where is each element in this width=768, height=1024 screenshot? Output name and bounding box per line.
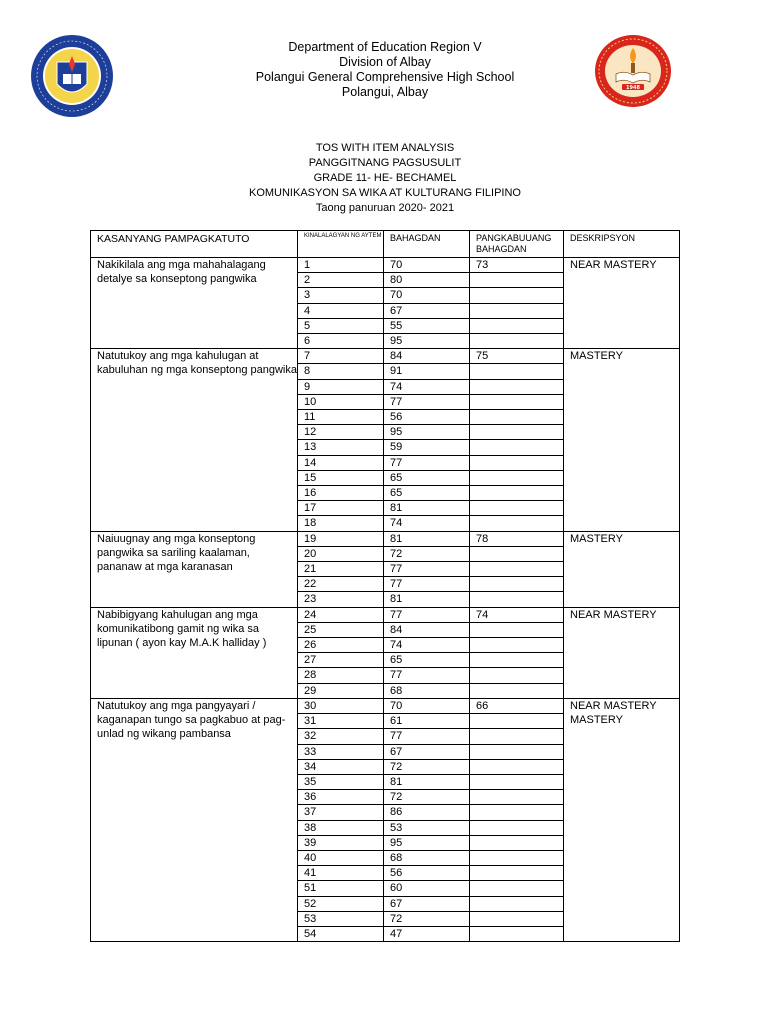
description-cell: MASTERY [564,349,680,531]
description-cell: MASTERY [564,531,680,607]
item-number-cell: 13 [298,440,384,455]
overall-percentage-cell [470,562,564,577]
percentage-cell: 74 [384,516,470,531]
header-competency: KASANYANG PAMPAGKATUTO [91,231,298,258]
table-body [91,258,680,942]
item-number-cell: 52 [298,896,384,911]
title-grade: GRADE 11- HE- BECHAMEL [313,172,457,184]
item-number-cell: 54 [298,926,384,941]
title-school-year: Taong panuruan 2020- 2021 [315,202,455,214]
tos-item-analysis-table [90,230,680,942]
table-row [91,531,680,546]
percentage-cell: 55 [384,318,470,333]
item-number-cell: 6 [298,334,384,349]
overall-percentage-cell [470,668,564,683]
percentage-cell: 53 [384,820,470,835]
header-department: Department of Education Region V [288,40,482,54]
item-number-cell: 25 [298,622,384,637]
percentage-cell: 84 [384,622,470,637]
item-number-cell: 40 [298,850,384,865]
item-number-cell: 4 [298,303,384,318]
item-number-cell: 53 [298,911,384,926]
overall-percentage-cell [470,394,564,409]
header-school: Polangui General Comprehensive High School [255,70,515,84]
header-percentage: BAHAGDAN [384,231,470,258]
school-seal-year: 1948 [626,85,640,91]
school-seal-logo [594,34,672,108]
percentage-cell: 95 [384,835,470,850]
table-header-row [91,231,680,258]
document-title [180,141,590,216]
overall-percentage-cell: 73 [470,258,564,273]
percentage-cell: 81 [384,774,470,789]
item-number-cell: 27 [298,653,384,668]
item-number-cell: 8 [298,364,384,379]
percentage-cell: 59 [384,440,470,455]
table-row [91,607,680,622]
overall-percentage-cell [470,577,564,592]
percentage-cell: 86 [384,805,470,820]
overall-percentage-cell: 66 [470,698,564,713]
percentage-cell: 70 [384,698,470,713]
percentage-cell: 61 [384,714,470,729]
header-overall-percentage: PANGKABUUANG BAHAGDAN [470,231,564,258]
item-number-cell: 14 [298,455,384,470]
percentage-cell: 67 [384,896,470,911]
percentage-cell: 56 [384,866,470,881]
item-number-cell: 18 [298,516,384,531]
percentage-cell: 65 [384,470,470,485]
item-number-cell: 10 [298,394,384,409]
item-number-cell: 16 [298,486,384,501]
item-number-cell: 5 [298,318,384,333]
table-row [91,349,680,364]
competency-cell: Naiuugnay ang mga konseptong pangwika sa sariling kaalaman, pananaw at mga karanasan [91,531,298,607]
table-row [91,698,680,713]
overall-percentage-cell [470,455,564,470]
percentage-cell: 70 [384,258,470,273]
overall-percentage-cell [470,379,564,394]
overall-percentage-cell [470,835,564,850]
percentage-cell: 77 [384,607,470,622]
overall-percentage-cell [470,288,564,303]
item-number-cell: 35 [298,774,384,789]
deped-seal-logo [30,34,114,118]
item-number-cell: 7 [298,349,384,364]
item-number-cell: 19 [298,531,384,546]
overall-percentage-cell [470,805,564,820]
percentage-cell: 84 [384,349,470,364]
percentage-cell: 77 [384,562,470,577]
item-number-cell: 2 [298,273,384,288]
percentage-cell: 72 [384,759,470,774]
overall-percentage-cell: 78 [470,531,564,546]
item-number-cell: 34 [298,759,384,774]
item-number-cell: 21 [298,562,384,577]
competency-cell: Natutukoy ang mga pangyayari / kaganapan tungo sa pagkabuo at pag- unlad ng wikang pambansa [91,698,298,941]
overall-percentage-cell [470,926,564,941]
item-number-cell: 32 [298,729,384,744]
percentage-cell: 72 [384,911,470,926]
percentage-cell: 81 [384,592,470,607]
percentage-cell: 67 [384,303,470,318]
overall-percentage-cell [470,440,564,455]
percentage-cell: 95 [384,425,470,440]
overall-percentage-cell [470,638,564,653]
item-number-cell: 29 [298,683,384,698]
percentage-cell: 77 [384,729,470,744]
overall-percentage-cell [470,759,564,774]
overall-percentage-cell [470,592,564,607]
item-number-cell: 15 [298,470,384,485]
percentage-cell: 47 [384,926,470,941]
overall-percentage-cell [470,683,564,698]
overall-percentage-cell [470,546,564,561]
item-number-cell: 28 [298,668,384,683]
percentage-cell: 74 [384,638,470,653]
item-number-cell: 3 [298,288,384,303]
overall-percentage-cell [470,714,564,729]
overall-percentage-cell [470,850,564,865]
percentage-cell: 56 [384,410,470,425]
item-number-cell: 11 [298,410,384,425]
overall-percentage-cell: 74 [470,607,564,622]
item-number-cell: 9 [298,379,384,394]
overall-percentage-cell [470,425,564,440]
percentage-cell: 95 [384,334,470,349]
item-number-cell: 36 [298,790,384,805]
item-number-cell: 23 [298,592,384,607]
item-number-cell: 22 [298,577,384,592]
competency-cell: Nakikilala ang mga mahahalagang detalye sa konseptong pangwika [91,258,298,349]
overall-percentage-cell [470,486,564,501]
percentage-cell: 81 [384,501,470,516]
overall-percentage-cell [470,729,564,744]
overall-percentage-cell [470,911,564,926]
competency-cell: Natutukoy ang mga kahulugan at kabuluhan ng mga konseptong pangwika [91,349,298,531]
overall-percentage-cell [470,334,564,349]
description-cell: NEAR MASTERY MASTERY [564,698,680,941]
table-row [91,258,680,273]
overall-percentage-cell [470,881,564,896]
item-number-cell: 41 [298,866,384,881]
percentage-cell: 68 [384,850,470,865]
item-number-cell: 39 [298,835,384,850]
item-number-cell: 38 [298,820,384,835]
percentage-cell: 74 [384,379,470,394]
description-cell: NEAR MASTERY [564,258,680,349]
title-exam: PANGGITNANG PAGSUSULIT [308,157,462,169]
overall-percentage-cell [470,820,564,835]
competency-cell: Nabibigyang kahulugan ang mga komunikatibong gamit ng wika sa lipunan ( ayon kay M.A.K halliday ) [91,607,298,698]
overall-percentage-cell [470,303,564,318]
percentage-cell: 60 [384,881,470,896]
item-number-cell: 20 [298,546,384,561]
item-number-cell: 12 [298,425,384,440]
overall-percentage-cell [470,318,564,333]
overall-percentage-cell [470,470,564,485]
percentage-cell: 91 [384,364,470,379]
description-cell: NEAR MASTERY [564,607,680,698]
header-location: Polangui, Albay [341,85,429,99]
percentage-cell: 70 [384,288,470,303]
title-tos: TOS WITH ITEM ANALYSIS [315,142,455,154]
item-number-cell: 26 [298,638,384,653]
overall-percentage-cell [470,501,564,516]
header-division: Division of Albay [339,55,431,69]
percentage-cell: 72 [384,790,470,805]
percentage-cell: 65 [384,653,470,668]
overall-percentage-cell [470,774,564,789]
overall-percentage-cell [470,790,564,805]
title-subject: KOMUNIKASYON SA WIKA AT KULTURANG FILIPINO [248,187,521,199]
overall-percentage-cell [470,744,564,759]
item-number-cell: 33 [298,744,384,759]
item-number-cell: 1 [298,258,384,273]
percentage-cell: 67 [384,744,470,759]
overall-percentage-cell [470,866,564,881]
school-header [200,40,570,100]
percentage-cell: 72 [384,546,470,561]
header-item-location: KINALALAGYAN NG AYTEM [298,231,384,258]
percentage-cell: 68 [384,683,470,698]
percentage-cell: 77 [384,455,470,470]
overall-percentage-cell [470,516,564,531]
overall-percentage-cell [470,653,564,668]
overall-percentage-cell: 75 [470,349,564,364]
percentage-cell: 77 [384,394,470,409]
item-number-cell: 31 [298,714,384,729]
percentage-cell: 80 [384,273,470,288]
percentage-cell: 65 [384,486,470,501]
overall-percentage-cell [470,273,564,288]
item-number-cell: 30 [298,698,384,713]
item-number-cell: 24 [298,607,384,622]
percentage-cell: 77 [384,577,470,592]
item-number-cell: 51 [298,881,384,896]
overall-percentage-cell [470,410,564,425]
header-description: DESKRIPSYON [564,231,680,258]
item-number-cell: 17 [298,501,384,516]
percentage-cell: 77 [384,668,470,683]
overall-percentage-cell [470,364,564,379]
overall-percentage-cell [470,896,564,911]
percentage-cell: 81 [384,531,470,546]
item-number-cell: 37 [298,805,384,820]
overall-percentage-cell [470,622,564,637]
